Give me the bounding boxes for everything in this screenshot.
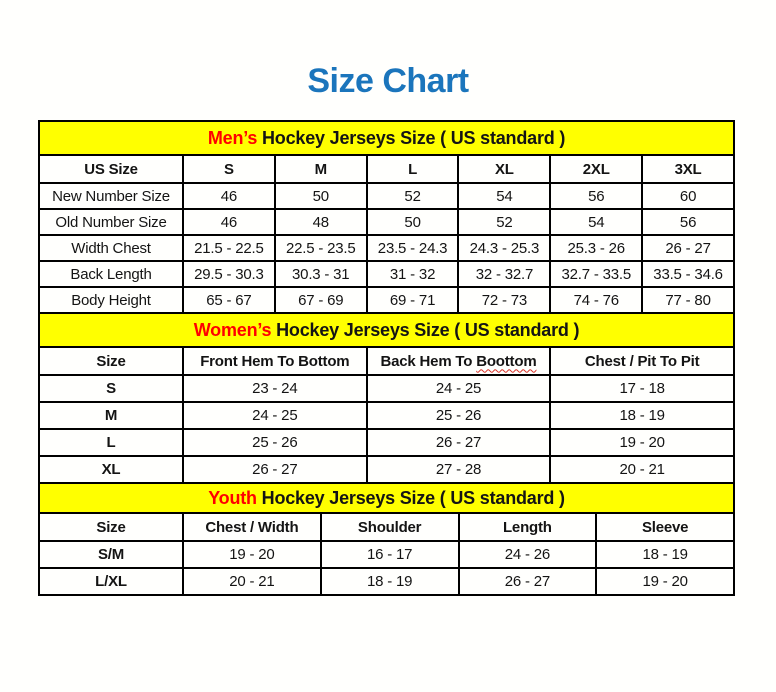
row-label: M [39, 402, 183, 429]
cell-value: 56 [550, 183, 642, 209]
column-header: Shoulder [321, 513, 459, 541]
row-label: XL [39, 456, 183, 483]
cell-value: 32 - 32.7 [458, 261, 550, 287]
misspelled-word: Boottom [476, 352, 537, 370]
cell-value: 46 [183, 183, 275, 209]
table-row [39, 429, 734, 456]
womens-banner [39, 313, 734, 347]
table-row [39, 287, 734, 313]
cell-value: 18 - 19 [550, 402, 734, 429]
column-header: 3XL [642, 155, 734, 183]
youth-size-table [38, 482, 735, 596]
cell-value: 30.3 - 31 [275, 261, 367, 287]
cell-value: 23.5 - 24.3 [367, 235, 459, 261]
column-header: S [183, 155, 275, 183]
cell-value: 46 [183, 209, 275, 235]
header-row [39, 513, 734, 541]
cell-value: 65 - 67 [183, 287, 275, 313]
cell-value: 21.5 - 22.5 [183, 235, 275, 261]
mens-size-table [38, 120, 735, 314]
youth-banner [39, 483, 734, 513]
column-header: 2XL [550, 155, 642, 183]
cell-value: 60 [642, 183, 734, 209]
cell-value: 19 - 20 [596, 568, 734, 595]
column-header: L [367, 155, 459, 183]
table-row [39, 183, 734, 209]
table-row [39, 209, 734, 235]
cell-value: 26 - 27 [367, 429, 551, 456]
cell-value: 27 - 28 [367, 456, 551, 483]
cell-value: 26 - 27 [642, 235, 734, 261]
cell-value: 77 - 80 [642, 287, 734, 313]
table-row [39, 541, 734, 568]
cell-value: 25 - 26 [367, 402, 551, 429]
mens-banner-text: Hockey Jerseys Size ( US standard ) [257, 127, 566, 148]
row-label: S/M [39, 541, 183, 568]
cell-value: 26 - 27 [459, 568, 597, 595]
cell-value: 24 - 26 [459, 541, 597, 568]
size-tables [38, 120, 735, 596]
womens-banner-highlight: Women’s [193, 319, 272, 340]
row-label: New Number Size [39, 183, 183, 209]
column-header: M [275, 155, 367, 183]
column-header: Size [39, 347, 183, 375]
cell-value: 25.3 - 26 [550, 235, 642, 261]
cell-value: 19 - 20 [550, 429, 734, 456]
column-header: Chest / Pit To Pit [550, 347, 734, 375]
column-header: XL [458, 155, 550, 183]
cell-value: 54 [550, 209, 642, 235]
cell-value: 54 [458, 183, 550, 209]
column-header: Front Hem To Bottom [183, 347, 367, 375]
cell-value: 24 - 25 [183, 402, 367, 429]
cell-value: 26 - 27 [183, 456, 367, 483]
table-row [39, 456, 734, 483]
row-label: L/XL [39, 568, 183, 595]
youth-banner-highlight: Youth [208, 487, 257, 508]
row-label: L [39, 429, 183, 456]
cell-value: 16 - 17 [321, 541, 459, 568]
row-label: Back Length [39, 261, 183, 287]
mens-banner-highlight: Men’s [207, 127, 258, 148]
column-header: Size [39, 513, 183, 541]
cell-value: 18 - 19 [596, 541, 734, 568]
column-header: Length [459, 513, 597, 541]
youth-banner-text: Hockey Jerseys Size ( US standard ) [256, 487, 565, 508]
cell-value: 32.7 - 33.5 [550, 261, 642, 287]
cell-value: 50 [275, 183, 367, 209]
cell-value: 17 - 18 [550, 375, 734, 402]
cell-value: 48 [275, 209, 367, 235]
table-row [39, 235, 734, 261]
header-row [39, 347, 734, 375]
cell-value: 18 - 19 [321, 568, 459, 595]
cell-value: 24 - 25 [367, 375, 551, 402]
column-header: Sleeve [596, 513, 734, 541]
cell-value: 22.5 - 23.5 [275, 235, 367, 261]
row-label: Width Chest [39, 235, 183, 261]
table-row [39, 261, 734, 287]
row-label: Body Height [39, 287, 183, 313]
column-header: Chest / Width [183, 513, 321, 541]
cell-value: 50 [367, 209, 459, 235]
cell-value: 19 - 20 [183, 541, 321, 568]
cell-value: 72 - 73 [458, 287, 550, 313]
row-label: S [39, 375, 183, 402]
cell-value: 56 [642, 209, 734, 235]
cell-value: 67 - 69 [275, 287, 367, 313]
cell-value: 33.5 - 34.6 [642, 261, 734, 287]
table-row [39, 402, 734, 429]
womens-size-table [38, 312, 735, 484]
cell-value: 24.3 - 25.3 [458, 235, 550, 261]
cell-value: 52 [367, 183, 459, 209]
cell-value: 20 - 21 [550, 456, 734, 483]
cell-value: 25 - 26 [183, 429, 367, 456]
cell-value: 52 [458, 209, 550, 235]
column-header: US Size [39, 155, 183, 183]
table-row [39, 375, 734, 402]
row-label: Old Number Size [39, 209, 183, 235]
page-title: Size Chart [307, 62, 469, 100]
cell-value: 69 - 71 [367, 287, 459, 313]
cell-value: 29.5 - 30.3 [183, 261, 275, 287]
table-row [39, 568, 734, 595]
mens-banner [39, 121, 734, 155]
womens-banner-text: Hockey Jerseys Size ( US standard ) [271, 319, 580, 340]
cell-value: 23 - 24 [183, 375, 367, 402]
column-header: Back Hem To Boottom [367, 347, 551, 375]
cell-value: 74 - 76 [550, 287, 642, 313]
cell-value: 31 - 32 [367, 261, 459, 287]
cell-value: 20 - 21 [183, 568, 321, 595]
header-row [39, 155, 734, 183]
